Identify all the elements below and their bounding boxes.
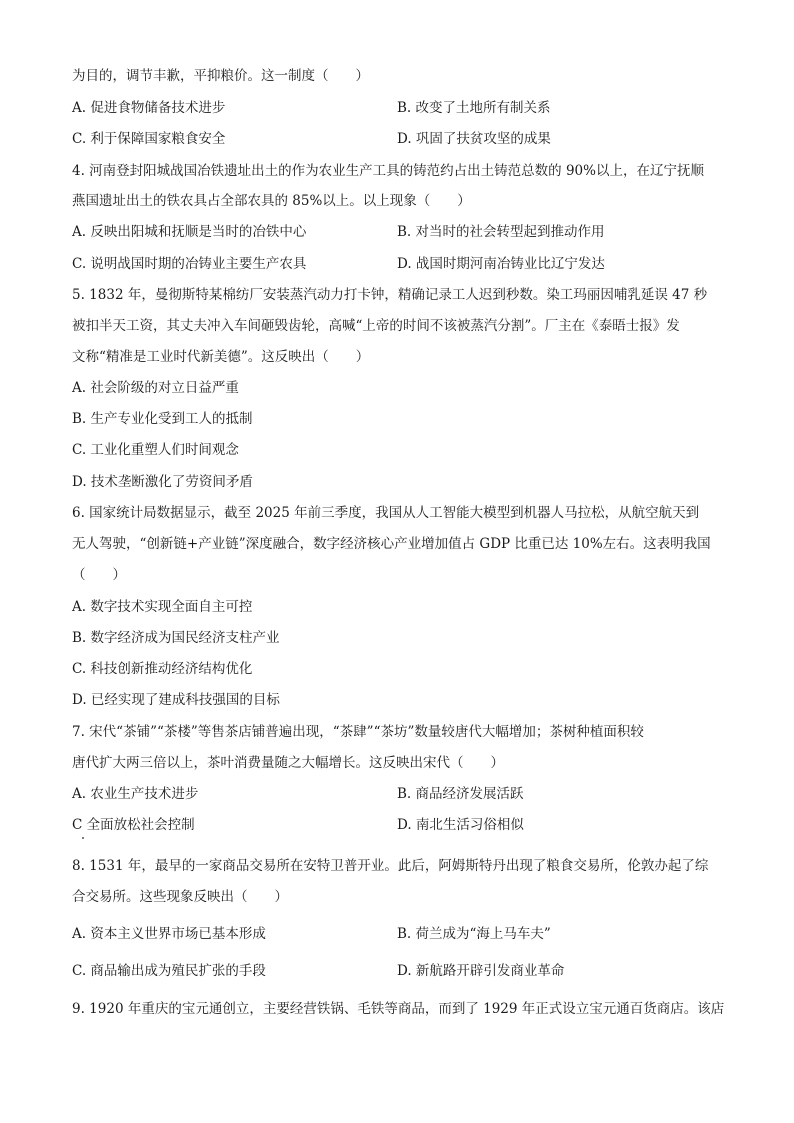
- q5-option-c: C. 工业化重塑人们时间观念: [72, 442, 239, 458]
- q8-option-a: A. 资本主义世界市场已基本形成: [72, 926, 266, 942]
- q6-option-c: C. 科技创新推动经济结构优化: [72, 661, 253, 677]
- q6-stem-line-1: 6. 国家统计局数据显示，截至 2025 年前三季度，我国从人工智能大模型到机器人马拉松，从航空航天到: [72, 505, 700, 521]
- q8-option-b: B. 荷兰成为“海上马车夫”: [397, 926, 551, 942]
- q7-option-a: A. 农业生产技术进步: [72, 786, 199, 802]
- q6-option-b: B. 数字经济成为国民经济支柱产业: [72, 630, 280, 646]
- q7-stem-line-2: 唐代扩大两三倍以上，茶叶消费量随之大幅增长。这反映出宋代（ ）: [72, 755, 504, 771]
- q4-stem-line-2: 燕国遗址出土的铁农具占全部农具的 85%以上。以上现象（ ）: [72, 193, 471, 209]
- q7-option-b: B. 商品经济发展活跃: [397, 786, 524, 802]
- q7-stem-line-1: 7. 宋代“茶铺”“茶楼”等售茶店铺普遍出现，“茶肆”“茶坊”数量较唐代大幅增加；茶树种植面积较: [72, 724, 644, 740]
- q6-option-a: A. 数字技术实现全面自主可控: [72, 599, 253, 615]
- q3-stem-tail: 为目的，调节丰歉，平抑粮价。这一制度（ ）: [72, 68, 369, 84]
- q4-option-d: D. 战国时期河南冶铸业比辽宁发达: [397, 256, 605, 272]
- q8-option-c: C. 商品输出成为殖民扩张的手段: [72, 963, 266, 979]
- q3-option-d: D. 巩固了扶贫攻坚的成果: [397, 131, 551, 147]
- q3-option-c: C. 利于保障国家粮食安全: [72, 131, 226, 147]
- q6-stem-line-2: 无人驾驶，“创新链+产业链”深度融合，数字经济核心产业增加值占 GDP 比重已达 10%左右。这表明我国: [72, 536, 711, 552]
- q4-option-a: A. 反映出阳城和抚顺是当时的冶铁中心: [72, 224, 307, 240]
- q4-option-b: B. 对当时的社会转型起到推动作用: [397, 224, 605, 240]
- stray-dot-mark: [82, 837, 84, 839]
- q3-option-a: A. 促进食物储备技术进步: [72, 100, 226, 116]
- q8-stem-line-2: 合交易所。这些现象反映出（ ）: [72, 889, 288, 905]
- q3-option-b: B. 改变了土地所有制关系: [397, 100, 551, 116]
- q7-option-c: C 全面放松社会控制: [72, 817, 195, 833]
- q5-stem-line-2: 被扣半天工资，其丈夫冲入车间砸毁齿轮，高喊“上帝的时间不该被蒸汽分割”。厂主在《泰晤士报》发: [72, 318, 680, 334]
- q5-option-a: A. 社会阶级的对立日益严重: [72, 380, 239, 396]
- q4-stem-line-1: 4. 河南登封阳城战国冶铁遗址出土的作为农业生产工具的铸范约占出土铸范总数的 90%以上，在辽宁抚顺: [72, 163, 704, 179]
- q9-stem-line-1: 9. 1920 年重庆的宝元通创立，主要经营铁锅、毛铁等商品，而到了 1929 年正式设立宝元通百货商店。该店: [72, 1001, 725, 1017]
- q6-option-d: D. 已经实现了建成科技强国的目标: [72, 692, 280, 708]
- q5-stem-line-3: 文称“精准是工业时代新美德”。这反映出（ ）: [72, 349, 370, 365]
- q5-option-d: D. 技术垄断激化了劳资间矛盾: [72, 474, 253, 490]
- q4-option-c: C. 说明战国时期的冶铸业主要生产农具: [72, 256, 307, 272]
- q8-option-d: D. 新航路开辟引发商业革命: [397, 963, 565, 979]
- q5-option-b: B. 生产专业化受到工人的抵制: [72, 411, 253, 427]
- q6-stem-line-3: （ ）: [72, 567, 126, 583]
- q8-stem-line-1: 8. 1531 年，最早的一家商品交易所在安特卫普开业。此后，阿姆斯特丹出现了粮食交易所，伦敦办起了综: [72, 858, 709, 874]
- q5-stem-line-1: 5. 1832 年，曼彻斯特某棉纺厂安装蒸汽动力打卡钟，精确记录工人迟到秒数。染工玛丽因哺乳延误 47 秒: [72, 287, 708, 303]
- q7-option-d: D. 南北生活习俗相似: [397, 817, 524, 833]
